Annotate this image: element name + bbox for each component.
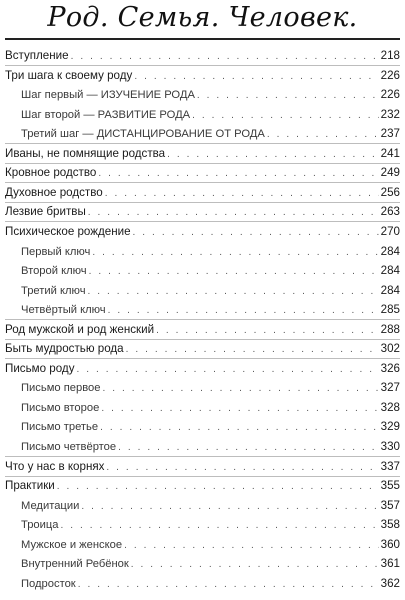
toc-entry-label: Практики [5, 479, 55, 493]
toc-subentry [21, 303, 400, 316]
section-divider [5, 202, 400, 203]
toc-page-number: 232 [380, 107, 400, 121]
title-rule [5, 38, 400, 40]
section-divider [5, 358, 400, 359]
toc-entry-label: Психическое рождение [5, 224, 131, 238]
toc-page-number: 226 [380, 88, 400, 102]
toc-subentry [21, 284, 400, 297]
dot-leader [124, 540, 379, 551]
dot-leader [101, 403, 378, 414]
toc-subentry [21, 127, 400, 140]
dot-leader [108, 305, 379, 316]
toc-entry-label: Письмо первое [21, 382, 101, 395]
toc-entry-label: Быть мудростью рода [5, 342, 124, 356]
toc-page-number: 263 [380, 205, 400, 219]
toc-page-number: 329 [380, 420, 400, 434]
toc-entry-label: Иваны, не помнящие родства [5, 146, 166, 160]
dot-leader [77, 364, 379, 375]
toc-entry [5, 205, 400, 218]
toc-subentry [21, 557, 400, 570]
toc-entry-label: Первый ключ [21, 245, 91, 258]
toc-page-number: 328 [380, 400, 400, 414]
toc-page-number: 357 [380, 498, 400, 512]
dot-leader [118, 442, 379, 453]
dot-leader [88, 286, 379, 297]
toc-page-number: 337 [380, 459, 400, 473]
toc-entry-label: Письмо второе [21, 401, 100, 414]
toc-entry-label: Троица [21, 519, 59, 532]
toc-entry-label: Род мужской и род женский [5, 322, 155, 336]
toc-entry-label: Письмо четвёртое [21, 441, 117, 453]
toc-page-number: 361 [380, 557, 400, 571]
toc-entry-label: Письмо роду [5, 361, 75, 375]
dot-leader [106, 462, 378, 473]
toc-page-number: 256 [380, 185, 400, 199]
toc-page-number: 285 [380, 303, 400, 317]
toc-entry-label: Духовное родство [5, 185, 103, 199]
toc-page-number: 358 [380, 518, 400, 532]
section-divider [5, 65, 400, 66]
toc-entry [5, 166, 400, 179]
page-title: Род. Семья. Человек. [47, 2, 358, 33]
toc-page-number: 226 [380, 68, 400, 82]
toc-entry-label: Лезвие бритвы [5, 205, 86, 219]
toc-entry [5, 323, 400, 336]
dot-leader [100, 422, 379, 433]
dot-leader [192, 110, 379, 121]
dot-leader [81, 501, 378, 512]
toc-entry-label: Вступление [5, 49, 69, 62]
toc-entry [5, 342, 400, 355]
toc-page-number: 362 [380, 576, 400, 590]
toc-page-number: 327 [380, 381, 400, 395]
dot-leader [105, 188, 379, 199]
toc-subentry [21, 577, 400, 590]
dot-leader [98, 168, 378, 179]
dot-leader [92, 247, 378, 258]
section-divider [5, 143, 400, 144]
dot-leader [156, 325, 379, 336]
toc-page-number: 302 [380, 342, 400, 356]
toc-entry [5, 69, 400, 82]
toc-page-number: 288 [380, 322, 400, 336]
toc-entry-label: Шаг первый — ИЗУЧЕНИЕ РОДА [21, 89, 195, 102]
toc-page-number: 249 [380, 166, 400, 180]
toc-subentry [21, 264, 400, 277]
toc-entry-label: Три шага к своему роду [5, 68, 133, 82]
toc-entry-label: Письмо третье [21, 421, 99, 434]
toc-page-number: 237 [380, 127, 400, 141]
toc-entry-label: Медитации [21, 499, 80, 512]
toc-page-number: 326 [380, 361, 400, 375]
dot-leader [267, 129, 379, 140]
toc-page-number: 284 [380, 244, 400, 258]
toc-page-number: 360 [380, 537, 400, 551]
toc-entry-label: Что у нас в корнях [5, 459, 105, 473]
toc-entry-label: Внутренний Ребёнок [21, 558, 129, 571]
section-divider [5, 456, 400, 457]
section-divider [5, 221, 400, 222]
section-divider [5, 476, 400, 477]
toc-page-number: 270 [380, 224, 400, 238]
dot-leader [61, 520, 379, 531]
toc-page-number: 284 [380, 283, 400, 297]
section-divider [5, 339, 400, 340]
toc-page-number: 355 [380, 479, 400, 493]
dot-leader [133, 227, 379, 238]
toc-page-number: 284 [380, 264, 400, 278]
dot-leader [89, 266, 379, 277]
dot-leader [103, 383, 379, 394]
toc-entry [5, 186, 400, 199]
toc-entry [5, 362, 400, 375]
toc-entry-label: Подросток [21, 577, 76, 590]
dot-leader [197, 90, 379, 101]
toc-subentry [21, 245, 400, 258]
toc-entry-label: Второй ключ [21, 265, 87, 278]
toc-entry-label: Четвёртый ключ [21, 304, 106, 317]
toc-entry-label: Третий шаг — ДИСТАНЦИРОВАНИЕ ОТ РОДА [21, 128, 265, 141]
toc-subentry [21, 401, 400, 414]
dot-leader [71, 51, 379, 62]
toc-entry [5, 479, 400, 492]
section-divider [5, 163, 400, 164]
section-divider [5, 182, 400, 183]
toc-page-number: 330 [380, 440, 400, 453]
dot-leader [134, 71, 378, 82]
toc-entry-label: Кровное родство [5, 166, 97, 180]
toc-subentry [21, 420, 400, 433]
dot-leader [57, 481, 379, 492]
toc-page-number: 218 [380, 49, 400, 62]
toc-entry [5, 460, 400, 473]
toc-subentry [21, 538, 400, 551]
dot-leader [126, 344, 379, 355]
dot-leader [131, 559, 379, 570]
toc-subentry [21, 381, 400, 394]
toc-subentry [21, 499, 400, 512]
toc-entry [5, 49, 400, 62]
dot-leader [167, 149, 379, 160]
toc-subentry [21, 518, 400, 531]
section-divider [5, 319, 400, 320]
toc-subentry [21, 108, 400, 121]
toc-entry-label: Мужское и женское [21, 538, 123, 551]
toc-entry [5, 225, 400, 238]
dot-leader [78, 579, 379, 590]
toc-subentry [21, 88, 400, 101]
toc-entry-label: Шаг второй — РАЗВИТИЕ РОДА [21, 108, 191, 121]
toc-entry [5, 147, 400, 160]
toc-page-number: 241 [380, 146, 400, 160]
toc-subentry [21, 440, 400, 453]
dot-leader [88, 207, 379, 218]
toc-entry-label: Третий ключ [21, 284, 86, 297]
